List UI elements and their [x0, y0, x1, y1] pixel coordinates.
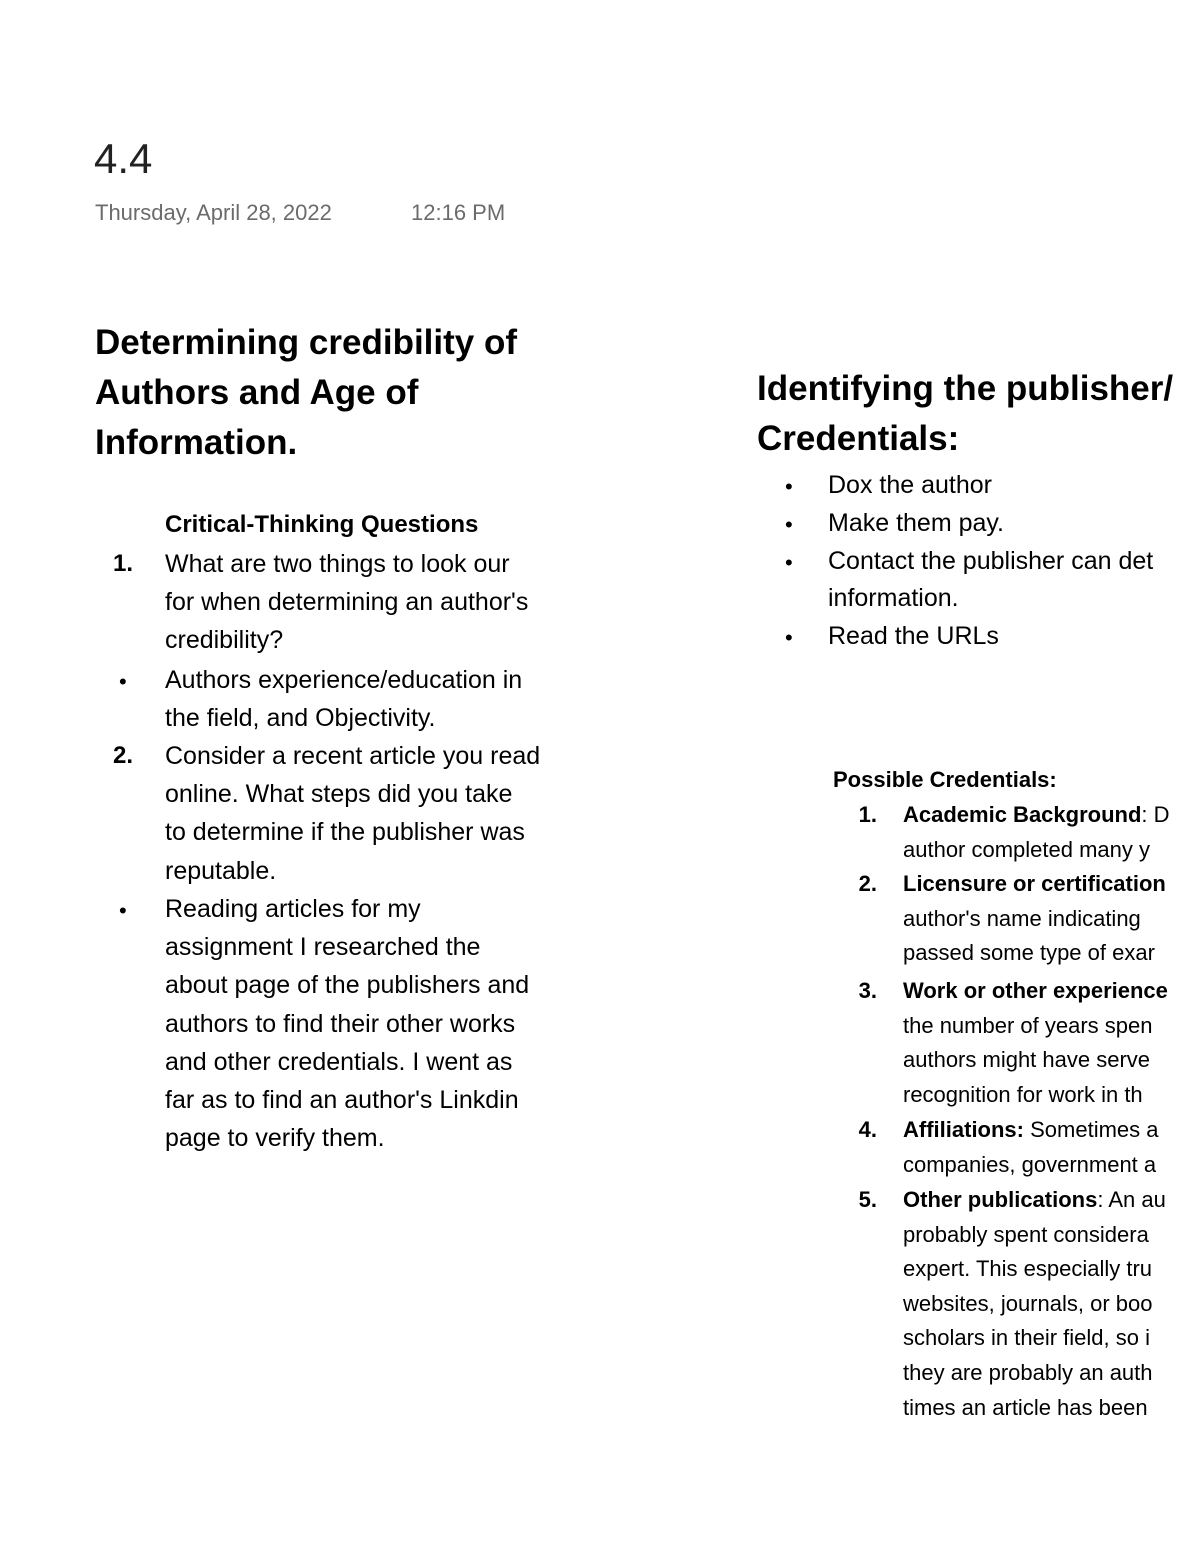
- left-heading-line: Information.: [95, 423, 298, 462]
- list-item: [785, 542, 1153, 616]
- bullet-icon: •: [785, 550, 793, 576]
- bullet-text: Make them pay.: [828, 509, 1005, 538]
- list-number: 1.: [112, 550, 133, 577]
- credential-item-1: [835, 798, 1170, 867]
- question-line: to determine if the publisher was: [165, 818, 525, 847]
- answer-line: the field, and Objectivity.: [165, 704, 436, 733]
- question-line: credibility?: [165, 626, 284, 655]
- question-line: for when determining an author's: [165, 588, 529, 617]
- credential-line: author's name indicating: [903, 905, 1141, 931]
- answer-line: about page of the publishers and: [165, 971, 530, 1000]
- bullet-icon: •: [119, 669, 127, 694]
- credential-text: Sometimes a: [1024, 1117, 1159, 1142]
- bullet-text: information.: [828, 583, 959, 612]
- list-number: 5.: [858, 1187, 877, 1212]
- answer-line: page to verify them.: [165, 1124, 385, 1153]
- credential-label: Affiliations:: [903, 1117, 1024, 1142]
- credential-line: websites, journals, or boo: [903, 1290, 1153, 1316]
- critical-thinking-subheading: Critical-Thinking Questions: [165, 511, 479, 538]
- right-heading: [757, 364, 1173, 464]
- credential-label: Other publications: [903, 1187, 1098, 1212]
- credential-item-5: [835, 1183, 1166, 1425]
- credential-line: times an article has been: [903, 1394, 1148, 1420]
- credential-text: : D: [1141, 802, 1170, 827]
- page-title: 4.4: [94, 135, 153, 182]
- right-heading-line: Identifying the publisher/: [757, 369, 1174, 408]
- question-line: reputable.: [165, 856, 277, 885]
- bullet-icon: •: [785, 624, 793, 650]
- page-date: Thursday, April 28, 2022: [95, 200, 332, 225]
- publisher-bullets: [785, 466, 1153, 655]
- credential-label: Licensure or certification: [903, 871, 1166, 896]
- credential-line: scholars in their field, so i: [903, 1325, 1150, 1351]
- answer-line: Reading articles for my: [165, 895, 421, 923]
- list-item: [785, 504, 1153, 542]
- list-number: 3.: [858, 978, 877, 1003]
- credential-item-4: [835, 1113, 1159, 1182]
- bullet-text: Contact the publisher can det: [828, 547, 1154, 576]
- list-number: 1.: [858, 802, 877, 827]
- possible-credentials-title: Possible Credentials:: [833, 767, 1057, 792]
- credential-item-3: [835, 974, 1168, 1112]
- list-item: [785, 466, 1153, 504]
- left-heading-line: Determining credibility of: [95, 323, 517, 362]
- bullet-icon: •: [785, 512, 793, 538]
- bullet-text: Read the URLs: [828, 621, 999, 650]
- question-line: Consider a recent article you read: [165, 742, 541, 770]
- credential-line: expert. This especially tru: [903, 1256, 1153, 1282]
- answer-line: authors to find their other works: [165, 1009, 516, 1038]
- list-item: [785, 617, 1153, 655]
- credential-line: they are probably an auth: [903, 1359, 1153, 1385]
- question-line: What are two things to look our: [165, 550, 510, 578]
- credential-line: recognition for work in th: [903, 1081, 1143, 1107]
- bullet-icon: •: [119, 898, 127, 923]
- answer-line: and other credentials. I went as: [165, 1047, 513, 1076]
- list-number: 4.: [858, 1117, 877, 1142]
- credential-line: passed some type of exar: [903, 940, 1155, 966]
- list-number: 2.: [112, 742, 133, 769]
- answer-line: far as to find an author's Linkdin: [165, 1086, 519, 1115]
- answer-line: Authors experience/education in: [165, 666, 523, 694]
- list-number: 2.: [858, 871, 877, 896]
- bullet-text: Dox the author: [828, 471, 992, 499]
- question-line: online. What steps did you take: [165, 780, 513, 809]
- answer-line: assignment I researched the: [165, 933, 481, 962]
- right-heading-line: Credentials:: [757, 419, 960, 458]
- credential-line: companies, government a: [903, 1151, 1157, 1177]
- credential-line: authors might have serve: [903, 1047, 1151, 1073]
- credential-item-2: [835, 867, 1166, 971]
- credential-text: : An au: [1097, 1187, 1166, 1212]
- page-time: 12:16 PM: [411, 200, 506, 225]
- bullet-icon: •: [785, 474, 793, 499]
- left-heading-line: Authors and Age of: [95, 373, 419, 412]
- credential-label: Academic Background: [903, 802, 1142, 827]
- credential-line: the number of years spen: [903, 1012, 1153, 1038]
- credential-line: probably spent considera: [903, 1221, 1149, 1247]
- credential-label: Work or other experience: [903, 978, 1168, 1003]
- credential-line: author completed many y: [903, 836, 1151, 862]
